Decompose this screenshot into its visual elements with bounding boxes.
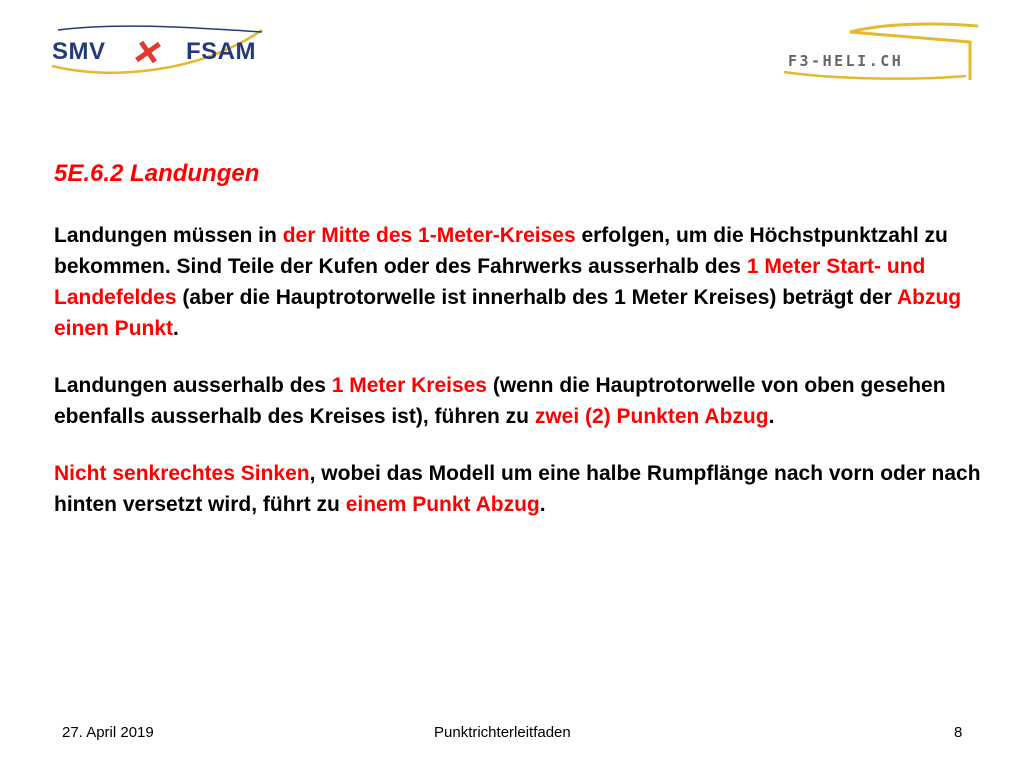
f3-logo-text: F3-HELI.CH [788,52,904,70]
text-run: Landungen müssen in [54,224,283,247]
text-run: , wobei das Modell um eine halbe Rumpflänge nach vorn oder nach hinten versetzt wird, führt zu [54,462,981,516]
footer-date: 27. April 2019 [62,724,154,741]
f3-heli-logo [780,18,980,88]
highlight-run: zwei (2) Punkten Abzug [534,405,769,428]
highlight-run: Abzug einen Punkt [54,286,962,340]
text-run: (aber die Hauptrotorwelle ist innerhalb des 1 Meter Kreises) beträgt der [176,286,897,309]
text-run: Landungen ausserhalb des [54,374,332,397]
text-run: . [768,405,775,428]
text-run: . [539,493,546,516]
highlight-run: der Mitte des 1-Meter-Kreises [282,224,576,247]
highlight-run: 1 Meter Kreises [331,374,487,397]
highlight-run: einem Punkt Abzug [345,493,540,516]
page-number: 8 [954,724,963,741]
fsam-logo-text: FSAM [186,38,256,65]
smv-logo-text: SMV [52,38,106,65]
smv-fsam-logo [48,22,268,82]
text-run: erfolgen, um die Höchstpunktzahl zu bekommen. Sind Teile der Kufen oder des Fahrwerks ausserhalb des [54,224,948,278]
paragraph-descent [54,458,994,520]
highlight-run: Nicht senkrechtes Sinken [54,462,310,485]
paragraph-landing-center [54,220,994,344]
text-run: (wenn die Hauptrotorwelle von oben gesehen ebenfalls ausserhalb des Kreises ist), führen zu [54,374,946,428]
highlight-run: 1 Meter Start- und Landefeldes [54,255,926,309]
slide-content [54,158,994,546]
footer-title: Punktrichterleitfaden [434,724,571,741]
slide-heading: 5E.6.2 Landungen [54,160,260,187]
paragraph-landing-outside [54,370,994,432]
text-run: . [173,317,179,340]
